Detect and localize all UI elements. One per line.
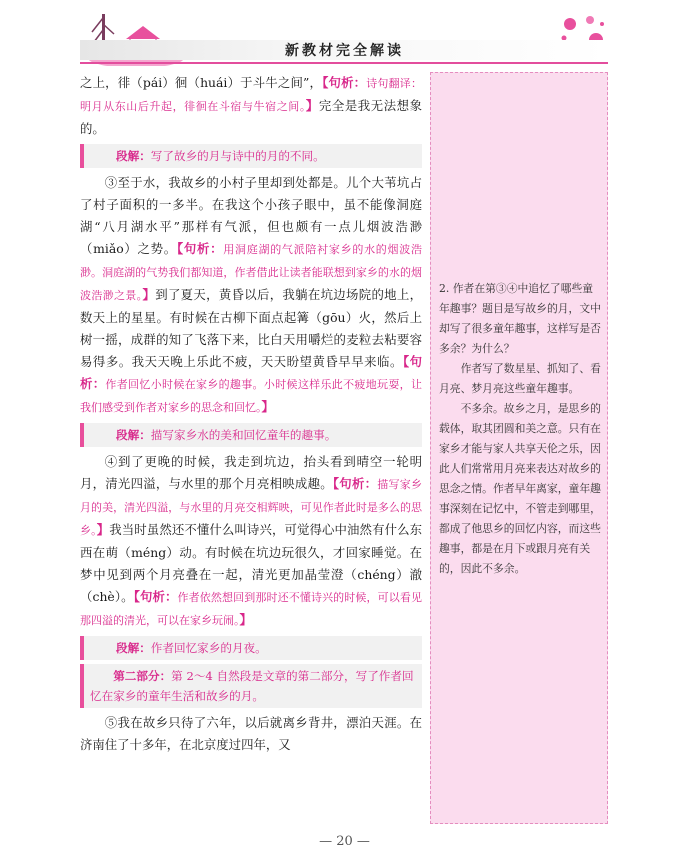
section-summary xyxy=(80,423,422,447)
sidebar-question-panel xyxy=(430,72,608,824)
analysis-tag: 【句析： xyxy=(176,241,224,256)
analysis-note: 作者依然想回到那时还不懂诗兴的时候，可以看见那四溢的清光，可以在家乡玩闹。 xyxy=(80,591,422,627)
page-title: 新教材完全解读 xyxy=(285,43,404,59)
section-summary xyxy=(80,144,422,168)
analysis-tag-close: 】 xyxy=(261,399,274,414)
body-text: 到了夏天，黄昏以后，我躺在坑边场院的地上，数天上的星星。有时候在古柳下面点起篝（gōu）火，然后上树一摇，成群的知了飞落下来，比白天用嚼烂的麦粒去粘要容易得多。我天天晚上乐此不疲，天天盼望黄昏早早来临。 xyxy=(80,287,422,369)
question-text: 2. 作者在第③④中追忆了哪些童年趣事？题目是写故乡的月，文中却写了很多童年趣事，这样写是否多余？为什么？ xyxy=(439,282,601,355)
header-divider xyxy=(80,62,608,64)
body-text: 我当时虽然还不懂什么叫诗兴，可觉得心中油然有什么东西在萌（méng）动。有时候在坑边玩很久，才回家睡觉。在梦中见到两个月亮叠在一起，清光更加晶莹澄（chéng）澈（chè）。 xyxy=(80,522,422,604)
answer-text: 作者写了数星星、抓知了、看月亮、梦月亮这些童年趣事。 xyxy=(439,362,601,395)
part-summary xyxy=(80,664,422,708)
analysis-tag: 【句析： xyxy=(80,354,422,391)
analysis-tag-close: 】 xyxy=(96,522,110,537)
analysis-note: 用洞庭湖的气派陪衬家乡的水的烟波浩渺。洞庭湖的气势我们都知道，作者借此让读者能联想到家乡的水的烟波浩渺之景。 xyxy=(80,243,422,302)
analysis-note: 作者回忆小时候在家乡的趣事。小时候这样乐此不疲地玩耍，让我们感受到作者对家乡的思念和回忆。 xyxy=(80,378,422,414)
paragraph-4 xyxy=(80,451,422,632)
paragraph-3 xyxy=(80,172,422,419)
part-text: 第 2～4 自然段是文章的第二部分，写了作者回忆在家乡的童年生活和故乡的月。 xyxy=(90,669,414,703)
analysis-tag-close: 】 xyxy=(142,287,156,302)
section-summary xyxy=(80,636,422,660)
body-text: 之上，徘（pái）徊（huái）于斗牛之间”， xyxy=(80,75,323,90)
summary-text: 描写家乡水的美和回忆童年的趣事。 xyxy=(150,428,337,442)
analysis-tag-close: 】 xyxy=(305,98,319,113)
summary-text: 作者回忆家乡的月夜。 xyxy=(150,641,267,655)
paragraph-continuation xyxy=(80,72,422,140)
paragraph-5 xyxy=(80,712,422,756)
analysis-tag: 【句析： xyxy=(133,589,178,604)
summary-label: 段解： xyxy=(116,428,151,442)
page-number: — 20 — xyxy=(319,834,370,849)
analysis-tag-close: 】 xyxy=(239,612,252,627)
body-text: 完全是我无法想象的。 xyxy=(80,98,422,136)
body-text: ③至于水，我故乡的小村子里却到处都是。儿个大苇坑占了村子面积的一多半。在我这个小孩子眼中，虽不能像洞庭湖“八月湖水平”那样有气派，但也颇有一点儿烟波浩渺（miǎo）之势。 xyxy=(80,175,422,256)
summary-label: 段解： xyxy=(116,149,151,163)
sidebar-content xyxy=(439,279,601,579)
part-label: 第二部分： xyxy=(113,669,172,683)
answer-text: 不多余。故乡之月，是思乡的载体，取其团圆和美之意。只有在家乡才能与家人共享天伦之乐，因此人们常常用月亮来表达对故乡的思念之情。作者早年离家，童年趣事深刻在记忆中，不管走到哪里，都成了他思乡的回忆内容，而这些趣事，都是在月下或跟月亮有关的，因此不多余。 xyxy=(439,402,601,575)
analysis-tag: 【句析： xyxy=(322,75,367,90)
analysis-note: 诗句翻译：明月从东山后升起，徘徊在斗宿与牛宿之间。 xyxy=(80,77,422,113)
analysis-note: 描写家乡月的美，清光四溢，与水里的月亮交相辉映，可见作者此时是多么的思乡。 xyxy=(80,478,422,537)
summary-label: 段解： xyxy=(116,641,151,655)
body-text: ⑤我在故乡只待了六年，以后就离乡背井，漂泊天涯。在济南住了十多年，在北京度过四年，又 xyxy=(80,715,422,752)
body-text: ④到了更晚的时候，我走到坑边，抬头看到晴空一轮明月，清光四溢，与水里的那个月亮相映成趣。 xyxy=(80,454,422,491)
analysis-tag: 【句析： xyxy=(332,476,378,491)
summary-text: 写了故乡的月与诗中的月的不同。 xyxy=(150,149,325,163)
page-header xyxy=(0,0,689,70)
main-text-column xyxy=(80,72,422,832)
